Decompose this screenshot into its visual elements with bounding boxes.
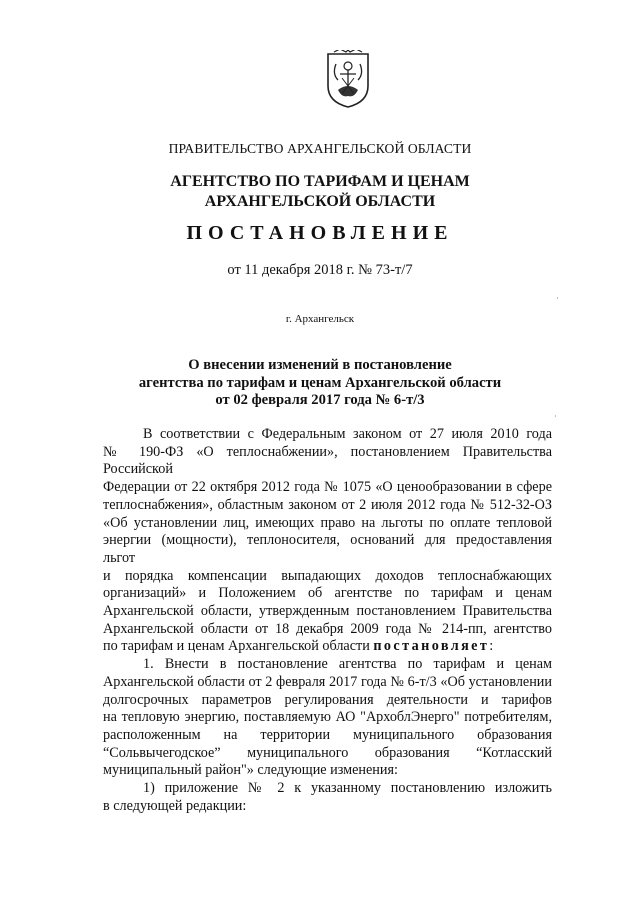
body-line: № 190-ФЗ «О теплоснабжении», постановлением Правительства Российской [103, 443, 552, 478]
scan-speck: · [556, 294, 559, 303]
subject-line: О внесении изменений в постановление [188, 357, 452, 373]
body-line: Архангельской области, утвержденным постановлением Правительства [103, 603, 552, 620]
body-line: Архангельской области от 2 февраля 2017 года № 6-т/3 «Об установлении [103, 673, 552, 690]
body-line: на тепловую энергию, поставляемую АО "АрхоблЭнерго" потребителям, [103, 709, 552, 726]
body-line: “Сольвычегодское” муниципального образования “Котласский [103, 744, 552, 761]
agency-title [0, 172, 640, 212]
scan-speck: · [554, 412, 557, 421]
body-line: расположенным на территории муниципального образования [103, 726, 552, 743]
body-text: по тарифам и ценам Архангельской области [103, 638, 370, 655]
body-line: Архангельской области от 18 декабря 2009 года № 214-пп, агентство [103, 620, 552, 637]
government-title: ПРАВИТЕЛЬСТВО АРХАНГЕЛЬСКОЙ ОБЛАСТИ [168, 141, 472, 156]
body-line: в следующей редакции: [103, 797, 247, 814]
document-body [103, 426, 552, 815]
body-line: 1. Внести в постановление агентства по тарифам и ценам [143, 656, 552, 673]
document-subject [0, 357, 640, 410]
body-line [103, 638, 552, 656]
body-line: долгосрочных параметров регулирования деятельности и тарифов [103, 691, 552, 708]
document-type: ПОСТАНОВЛЕНИЕ [186, 222, 454, 244]
document-city: г. Архангельск [285, 313, 355, 325]
body-line: и порядка компенсации выпадающих доходов теплоснабжающих [103, 567, 552, 584]
body-line: энергии (мощности), теплоносителя, оснований для предоставления льгот [103, 532, 552, 566]
body-line: Федерации от 22 октября 2012 года № 1075 «О ценообразовании в сфере [103, 479, 552, 496]
document-date-number: от 11 декабря 2018 г. № 73-т/7 [227, 262, 413, 278]
body-line: муниципальный район"» следующие изменения: [103, 762, 398, 779]
subject-line: от 02 февраля 2017 года № 6-т/3 [215, 392, 425, 408]
body-line: 1) приложение № 2 к указанному постановлению изложить [143, 780, 552, 797]
body-text: : [489, 638, 494, 655]
subject-line: агентства по тарифам и ценам Архангельской области [138, 374, 502, 391]
decree-word: постановляет [373, 638, 490, 655]
body-line: организаций» и Положением об агентстве по тарифам и ценам [103, 585, 552, 602]
body-line: В соответствии с Федеральным законом от 27 июля 2010 года [143, 426, 552, 442]
agency-title-line: АГЕНТСТВО ПО ТАРИФАМ И ЦЕНАМ [170, 173, 470, 190]
coat-of-arms-icon [326, 50, 370, 108]
agency-title-line: АРХАНГЕЛЬСКОЙ ОБЛАСТИ [204, 193, 436, 210]
body-line: «Об установлении лиц, имеющих право на льготы по оплате тепловой [103, 514, 552, 531]
body-line: теплоснабжения», областным законом от 2 июля 2012 года № 512-32-ОЗ [103, 496, 552, 513]
